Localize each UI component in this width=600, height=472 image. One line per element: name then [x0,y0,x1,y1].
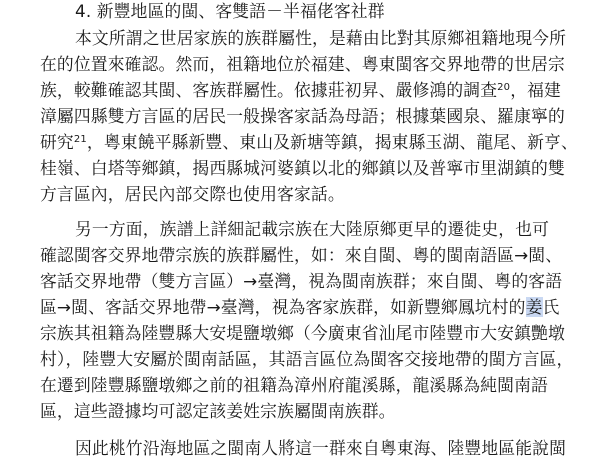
footnote-ref-21[interactable]: 21 [73,134,87,145]
paragraph-2-line-4 [40,296,559,318]
highlighted-character[interactable]: 姜 [525,297,543,317]
paragraph-1-line-3-text: 族，較難確認其閩、客族群屬性。依據莊初昇、嚴修鴻的調查 [40,80,498,100]
paragraph-1-line-6: 桂嶺、白塔等鄉鎮，揭西縣城河婆鎮以北的鄉鎮以及普寧市里湖鎮的雙 [40,158,565,178]
paragraph-1-line-2: 在的位置來確認。然而，祖籍地位於福建、粵東閩客交界地帶的世居宗 [40,54,565,74]
paragraph-2-line-2: 確認閩客交界地帶宗族的族群屬性，如：來自閩、粵的閩南語區→閩、 [40,245,563,265]
paragraph-2-line-4-text: 區→閩、客話交界地帶→臺灣，視為客家族群，如新豐鄉鳳坑村的 [40,297,526,317]
paragraph-1-line-3 [40,79,561,101]
paragraph-2-line-7: 在遷到陸豐縣鹽墩鄉之前的祖籍為漳州府龍溪縣，龍溪縣為純閩南語 [40,375,548,395]
paragraph-2-line-1: 另一方面，族譜上詳細記載宗族在大陸原鄉更早的遷徙史，也可 [75,219,550,239]
section-heading: 4. 新豐地區的閩、客雙語－半福佬客社群 [75,1,385,21]
paragraph-1-line-5-text: 研究 [40,132,74,152]
paragraph-1-line-5-tail: ，粵東饒平縣新豐、東山及新塘等鎮，揭東縣玉湖、龍尾、新亨、 [86,132,578,152]
paragraph-2-line-4-tail: 氏 [542,297,560,317]
paragraph-2-line-6: 村），陸豐大安屬於閩南話區，其語言區位為閩客交接地帶的閩方言區， [40,349,574,369]
paragraph-1-line-3-tail: ，福建 [510,80,561,100]
paragraph-1-line-7: 方言區內，居民內部交際也使用客家話。 [40,184,345,204]
paragraph-1-line-5 [40,131,578,153]
paragraph-3-line-1: 因此桃竹沿海地區之閩南人將這一群來自粵東海、陸豐地區能說閩 [75,438,567,458]
paragraph-2-line-8: 區，這些證據均可認定該姜姓宗族屬閩南族群。 [40,401,396,421]
paragraph-2-line-3: 客話交界地帶（雙方言區）→臺灣，視為閩南族群；來自閩、粵的客語 [40,271,563,291]
paragraph-1-line-4: 漳屬四縣雙方言區的居民一般操客家話為母語；根據葉國泉、羅康寧的 [40,106,565,126]
paragraph-2-line-5: 宗族其祖籍為陸豐縣大安堤鹽墩鄉（今廣東省汕尾市陸豐市大安鎮艷墩 [40,323,565,343]
footnote-ref-20[interactable]: 20 [497,82,511,93]
paragraph-1-line-1: 本文所謂之世居家族的族群屬性，是藉由比對其原鄉祖籍地現今所 [75,28,567,48]
